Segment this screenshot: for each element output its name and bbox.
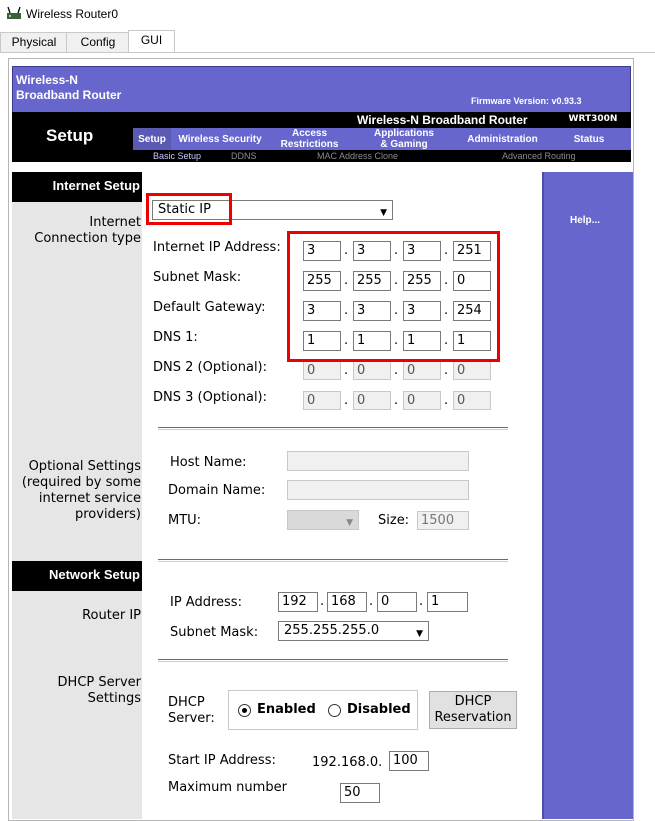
start-ip-label: Start IP Address: — [168, 753, 276, 768]
host-name-input[interactable] — [287, 451, 469, 471]
start-ip-prefix: 192.168.0. — [312, 755, 383, 770]
product-name: Wireless-N Broadband Router — [16, 73, 122, 102]
subnav-advanced-routing[interactable]: Advanced Routing — [502, 151, 576, 161]
internet-ip-octet-3[interactable]: 3 — [403, 241, 441, 261]
internet-setup-heading: Internet Setup — [12, 172, 142, 202]
subnav-ddns[interactable]: DDNS — [231, 151, 257, 161]
connection-type-label: Internet Connection type — [34, 215, 141, 246]
subnav-basic-setup[interactable]: Basic Setup — [153, 151, 202, 161]
help-column — [542, 172, 633, 819]
optional-settings-label: Optional Settings (required by some internet service providers) — [21, 459, 141, 522]
subnet-mask-octet-2[interactable]: 255 — [353, 271, 391, 291]
nav-administration[interactable]: Administration — [467, 134, 538, 145]
size-input[interactable]: 1500 — [417, 511, 469, 530]
internet-ip-octet-4[interactable]: 251 — [453, 241, 491, 261]
internet-ip-octet-1[interactable]: 3 — [303, 241, 341, 261]
dhcp-server-label: DHCP Server: — [168, 695, 215, 726]
highlight-connection-type — [146, 193, 232, 225]
chevron-down-icon: ▼ — [416, 629, 423, 639]
start-ip-last-octet[interactable]: 100 — [389, 751, 429, 771]
tab-config[interactable]: Config — [66, 32, 130, 52]
tab-physical[interactable]: Physical — [0, 32, 68, 52]
dns3-octet-1[interactable]: 0 — [303, 391, 341, 410]
internet-ip-label: Internet IP Address: — [153, 240, 281, 255]
dns2-octet-1[interactable]: 0 — [303, 361, 341, 380]
mtu-label: MTU: — [168, 513, 202, 528]
dhcp-reservation-button[interactable]: DHCP Reservation — [429, 691, 517, 729]
router-ip-address-label: IP Address: — [170, 595, 242, 610]
dns3-label: DNS 3 (Optional): — [153, 390, 268, 405]
host-name-label: Host Name: — [170, 455, 247, 470]
chevron-down-icon: ▼ — [346, 518, 353, 528]
mtu-select[interactable] — [287, 510, 359, 530]
section-divider — [158, 659, 508, 662]
dhcp-enabled-label[interactable]: Enabled — [257, 702, 316, 717]
gateway-octet-2[interactable]: 3 — [353, 301, 391, 321]
gateway-octet-1[interactable]: 3 — [303, 301, 341, 321]
page-title: Setup — [46, 126, 94, 145]
dns2-octet-4[interactable]: 0 — [453, 361, 491, 380]
size-label: Size: — [378, 513, 410, 528]
router-subnet-mask-select[interactable] — [278, 621, 429, 641]
firmware-version: Firmware Version: v0.93.3 — [471, 96, 582, 106]
router-ip-octet-1[interactable]: 192 — [278, 592, 318, 612]
dns2-label: DNS 2 (Optional): — [153, 360, 268, 375]
router-ip-octet-2[interactable]: 168 — [327, 592, 367, 612]
model-badge: WRT300N — [568, 114, 618, 124]
tab-gui[interactable]: GUI — [128, 30, 175, 52]
dhcp-enabled-radio[interactable] — [238, 704, 251, 717]
domain-name-label: Domain Name: — [168, 483, 266, 498]
router-ip-octet-4[interactable]: 1 — [427, 592, 468, 612]
subnet-mask-octet-4[interactable]: 0 — [453, 271, 491, 291]
dns2-octet-3[interactable]: 0 — [403, 361, 441, 380]
network-setup-heading: Network Setup — [12, 561, 142, 591]
subnet-mask-label: Subnet Mask: — [153, 270, 242, 285]
subnet-mask-octet-1[interactable]: 255 — [303, 271, 341, 291]
dns3-octet-3[interactable]: 0 — [403, 391, 441, 410]
dns1-octet-1[interactable]: 1 — [303, 331, 341, 351]
domain-name-input[interactable] — [287, 480, 469, 500]
dns1-octet-3[interactable]: 1 — [403, 331, 441, 351]
nav-status[interactable]: Status — [573, 134, 605, 145]
dns3-octet-2[interactable]: 0 — [353, 391, 391, 410]
nav-applications-gaming[interactable]: Applications & Gaming — [373, 128, 434, 150]
max-number-label: Maximum number — [168, 780, 287, 795]
nav-setup[interactable]: Setup — [138, 134, 166, 145]
dns1-label: DNS 1: — [153, 330, 198, 345]
dhcp-disabled-radio[interactable] — [328, 704, 341, 717]
default-gateway-label: Default Gateway: — [153, 300, 266, 315]
connection-type-value: Static IP — [158, 202, 211, 217]
window-title: Wireless Router0 — [26, 7, 119, 21]
max-number-input[interactable]: 50 — [340, 783, 380, 803]
dns2-octet-2[interactable]: 0 — [353, 361, 391, 380]
internet-ip-octet-2[interactable]: 3 — [353, 241, 391, 261]
section-divider — [158, 559, 508, 562]
subnet-mask-octet-3[interactable]: 255 — [403, 271, 441, 291]
subnav-mac-address-clone[interactable]: MAC Address Clone — [317, 151, 399, 161]
router-subnet-mask-value: 255.255.255.0 — [284, 623, 380, 638]
router-app-icon — [6, 7, 22, 21]
chevron-down-icon: ▼ — [380, 208, 387, 218]
highlight-ip-settings — [287, 231, 500, 362]
dhcp-disabled-label[interactable]: Disabled — [347, 702, 411, 717]
gateway-octet-4[interactable]: 254 — [453, 301, 491, 321]
dhcp-server-settings-label: DHCP Server Settings — [57, 675, 141, 706]
band-product-title: Wireless-N Broadband Router — [357, 113, 528, 127]
help-link[interactable]: Help... — [570, 215, 601, 226]
gateway-octet-3[interactable]: 3 — [403, 301, 441, 321]
router-ip-label: Router IP — [82, 608, 141, 623]
router-subnet-mask-label: Subnet Mask: — [170, 625, 259, 640]
nav-access-restrictions[interactable]: Access Restrictions — [280, 128, 339, 150]
nav-wireless-security[interactable]: Wireless Security — [178, 134, 262, 145]
router-ip-octet-3[interactable]: 0 — [377, 592, 417, 612]
section-divider — [158, 427, 508, 430]
dns1-octet-2[interactable]: 1 — [353, 331, 391, 351]
dns3-octet-4[interactable]: 0 — [453, 391, 491, 410]
dns1-octet-4[interactable]: 1 — [453, 331, 491, 351]
